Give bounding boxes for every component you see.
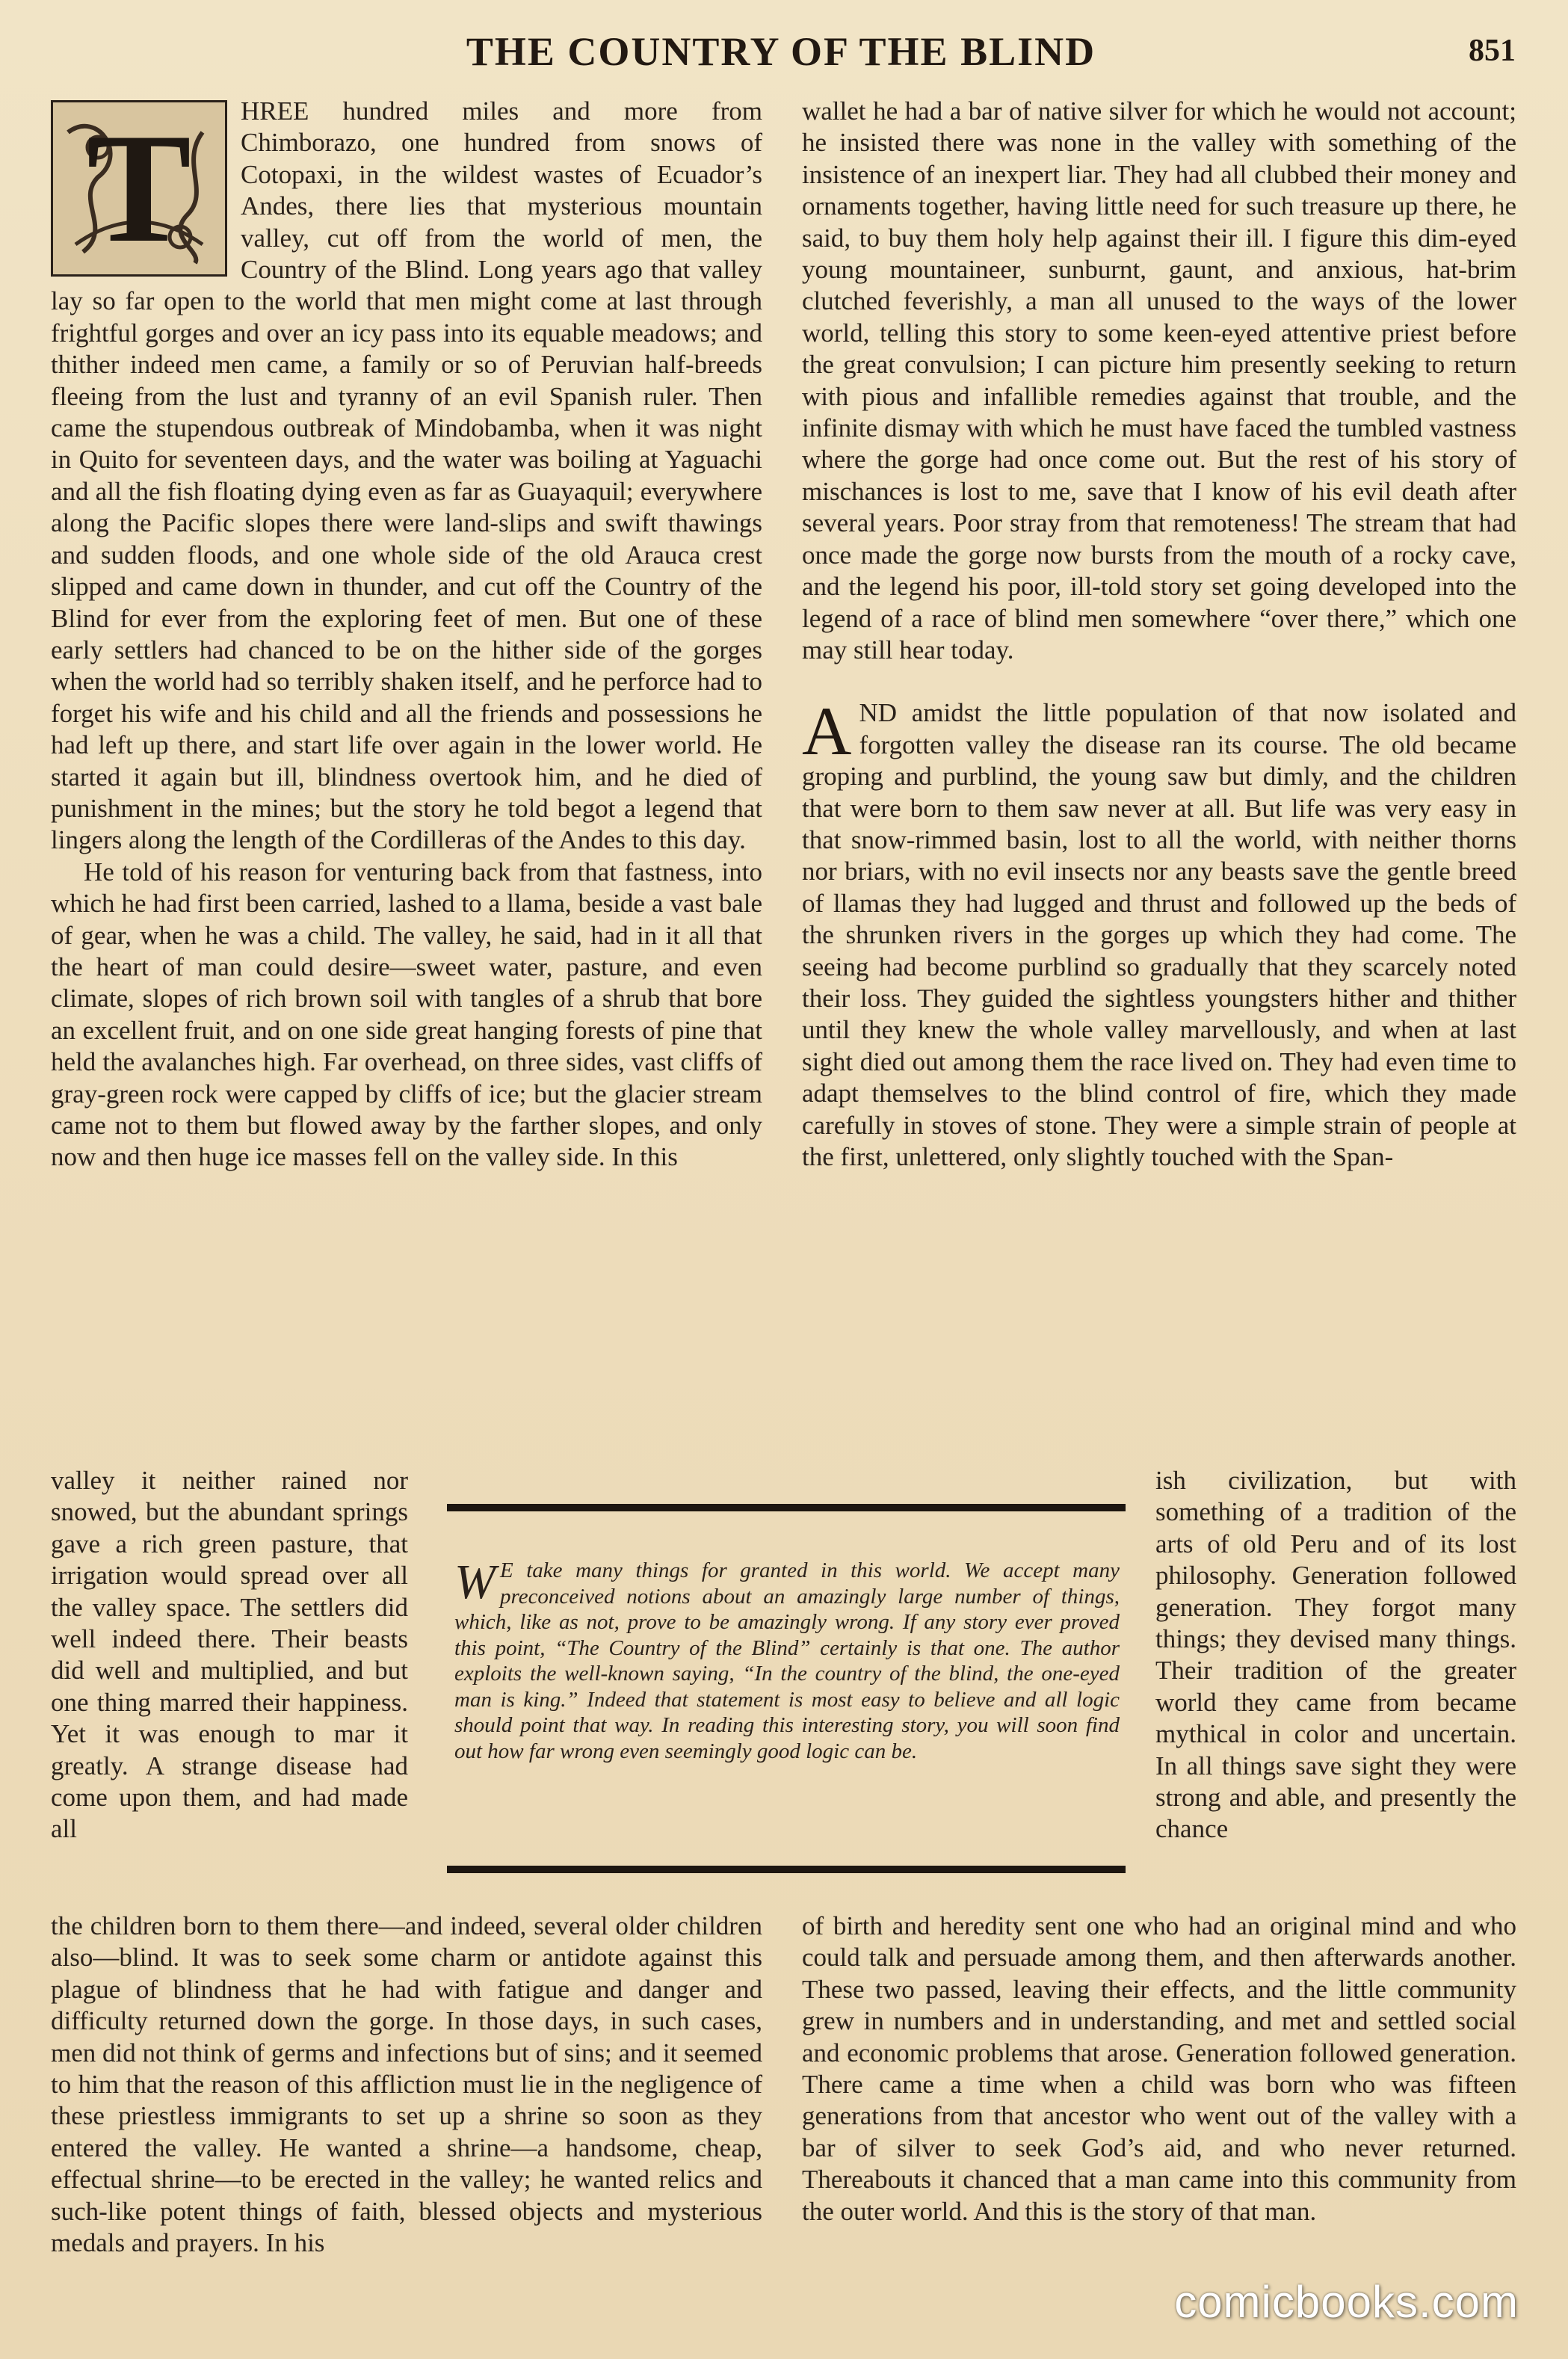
callout-initial: W bbox=[454, 1555, 496, 1609]
right-wrap-text: ish civilization, but with something of a tradition of the arts of old Peru and of its lost philosophy. Generation followed generation. They forgot many things; they devised many things. Their tradition of the greater world they came from became mythical in color and uncertain. In all things save sight they were strong and able, and presently the chance bbox=[1155, 1466, 1516, 1844]
section-break bbox=[802, 666, 1516, 697]
section-initial: A bbox=[802, 693, 852, 770]
left-column bbox=[51, 96, 762, 1478]
page-number: 851 bbox=[1469, 34, 1516, 68]
paragraph-wallet: wallet he had a bar of native silver for which he would not account; he insisted there was none in the valley with something of the insistence of an inexpert liar. They had all clubbed their money and ornaments together, having little need for such treasure up there, he said, to buy them holy help against their ill. I figure this dim-eyed young mountaineer, sunburnt, gaunt, and anxious, hat-brim clutched feverishly, a man all unused to the ways of the lower world, telling this story to some keen-eyed attentive priest before the great convulsion; I can picture him presently seeking to return with pious and infallible remedies against that trouble, and the infinite dismay with which he must have faced the tumbled vastness where the gorge had once come out. But the rest of his story of mischances is lost to me, save that I know of his evil death after several years. Poor stray from that remoteness! The stream that had once made the gorge now bursts from the mouth of a rocky cave, and the legend his poor, ill-told story set going developed into the legend of a race of blind men somewhere “over there,” which one may still hear today. bbox=[802, 96, 1516, 664]
site-watermark: comicbooks.com bbox=[1174, 2277, 1519, 2327]
callout-text bbox=[454, 1555, 1120, 1764]
paragraph-reason: He told of his reason for venturing back from that fastness, into which he had first been carried, lashed to a llama, beside a vast bale of gear, when he was a child. The valley, he said, had in it all that the heart of man could desire—sweet water, pasture, and even climate, slopes of rich brown soil with tangles of a shrub that bore an excellent fruit, and on one side great hanging forests of pine that held the avalanches high. Far overhead, on three sides, vast cliffs of gray-green rock were capped by cliffs of ice; but the glacier stream came not to them but flowed away by the farther slopes, and only now and then huge ice masses fell on the valley side. In this bbox=[51, 857, 762, 1172]
editorial-callout bbox=[447, 1504, 1126, 1878]
right-bottom-text: of birth and heredity sent one who had an original mind and who could talk and persuade among them, and then afterwards another. These two passed, leaving their effects, and the little community grew in numbers and in understanding, and met and settled social and economic problems that arose. Generation followed generation. There came a time when a child was born who was fifteen generations from that ancestor who went out of the valley with a bar of silver to seek God’s aid, and who never returned. Thereabouts it chanced that a man came into this community from the outer world. And this is the story of that man. bbox=[802, 1911, 1516, 2226]
opening-paragraph-text: HREE hundred miles and more from Chimborazo, one hundred from snows of Cotopaxi, in the wildest wastes of Ecuador’s Andes, there lies that mysterious mountain valley, cut off from the world of men, the Country of the Blind. Long years ago that valley lay so far open to the world that men might come at last through frightful gorges and over an icy pass into its equable meadows; and thither indeed men came, a family or so of Peruvian half-breeds fleeing from the lust and tyranny of an evil Spanish ruler. Then came the stupendous outbreak of Mindobamba, when it was night in Quito for seventeen days, and the water was boiling at Yaguachi and all the fish floating dying even as far as Guayaquil; everywhere along the Pacific slopes there were land-slips and swift thawings and sudden floods, and one whole side of the old Arauca crest slipped and came down in thunder, and cut off the Country of the Blind for ever from the exploring feet of men. But one of these early settlers had chanced to be on the hither side of the gorges when the world had so terribly shaken itself, and he perforce had to forget his wife and his child and all the friends and possessions he had left up there, and start life over again in the lower world. He started it again but ill, blindness overtook him, and he died of punishment in the mines; but the story he told begot a legend that lingers along the length of the Cordilleras of the Andes to this day. bbox=[51, 96, 762, 855]
callout-body: E take many things for granted in this world. We accept many preconceived notions about an amazingly large number of things, which, like as not, prove to be amazingly wrong. If any story ever proved this point, “The Country of the Blind” certainly is that one. The author exploits the well-known saying, “In the country of the blind, the one-eyed man is king.” Indeed that statement is most easy to believe and all logic should point that way. In reading this interesting story, you will soon find out how far wrong even seemingly good logic can be. bbox=[454, 1558, 1120, 1763]
paragraph-population bbox=[802, 693, 1516, 1173]
opening-paragraph bbox=[51, 96, 762, 857]
paragraph-population-text: ND amidst the little population of that now isolated and forgotten valley the disease ran its course. The old became groping and purblind, the young saw but dimly, and the children that were born to them saw never at all. But life was very easy in that snow-rimmed basin, lost to all the world, with neither thorns nor briars, with no evil insects nor any beasts save the gentle breed of llamas they had lugged and thrust and followed up the beds of the shrunken rivers in the gorges up which they had come. The seeing had become purblind so gradually that they scarcely noted their loss. They guided the sightless youngsters hither and thither until they knew the whole valley marvellously, and when at last sight died out among them the race lived on. They had even time to adapt themselves to the blind control of fire, which they made carefully in stoves of stone. They were a simple strain of people at the first, unlettered, only slightly touched with the Span- bbox=[802, 698, 1516, 1171]
callout-bottom-rule bbox=[447, 1866, 1126, 1873]
page-header bbox=[0, 28, 1568, 88]
left-wrap-text: valley it neither rained nor snowed, but the abundant springs gave a rich green pasture, that irrigation would spread over all the valley space. The settlers did well indeed there. Their beasts did well and multiplied, and but one thing marred their happiness. Yet it was enough to mar it greatly. A strange disease had come upon them, and had made all bbox=[51, 1466, 408, 1844]
callout-top-rule bbox=[447, 1504, 1126, 1511]
left-bottom-text: the children born to them there—and indeed, several older children also—blind. It was to seek some charm or antidote against this plague of blindness that he had with fatigue and danger and difficulty returned down the gorge. In those days, in such cases, men did not think of germs and infections but of sins; and it seemed to him that the reason of this affliction must lie in the negligence of these priestless immigrants to set up a shrine so soon as they entered the valley. He wanted a shrine—a handsome, cheap, effectual shrine—to be erected in the valley; he wanted relics and such-like potent things of faith, blessed objects and mysterious medals and prayers. In his bbox=[51, 1911, 762, 2258]
story-title: THE COUNTRY OF THE BLIND bbox=[466, 29, 1096, 74]
right-column bbox=[802, 96, 1516, 1478]
ornamental-dropcap bbox=[51, 100, 227, 277]
dropcap-letter: T bbox=[86, 102, 192, 275]
